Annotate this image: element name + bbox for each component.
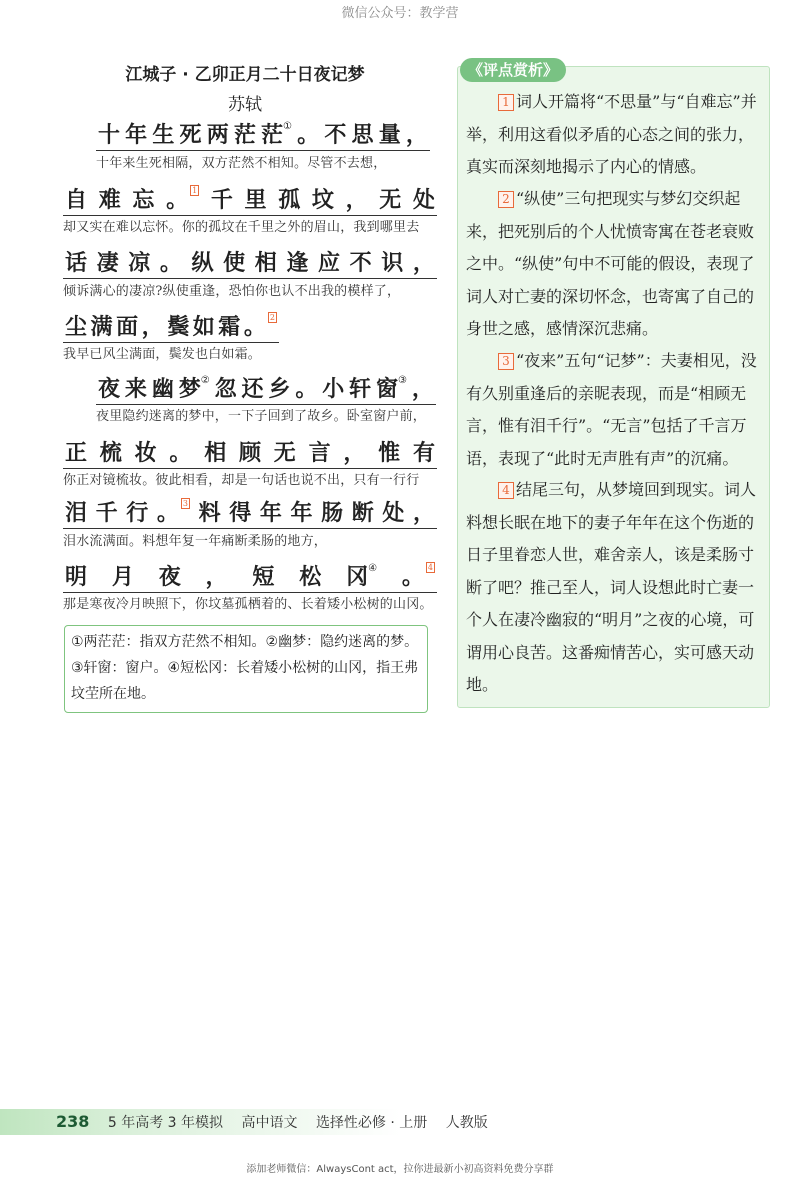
poem-char: 面 — [116, 314, 139, 340]
poem-char: 行 — [126, 500, 149, 526]
poem-char: 凉 — [128, 250, 151, 276]
page-number: 238 — [56, 1112, 90, 1131]
commentary-marker: 3 — [182, 499, 188, 508]
poem-char: 处 — [412, 187, 435, 213]
poem-char: 千 — [95, 500, 118, 526]
poem-line — [63, 498, 437, 529]
poem-char: 应 — [318, 250, 341, 276]
poem-char: 月 — [111, 564, 134, 590]
poem-char: 无 — [379, 187, 402, 213]
poem-char: ， — [141, 314, 164, 340]
poem-line — [63, 562, 437, 593]
commentary-paragraph-2: 2 “纵使”三句把现实与梦幻交织起来，把死别后的个人忧愤寄寓在苍老衰败之中。“纵使”句中不可能的假设，表现了词人对亡妻的深切怀念，也寄寓了自己的身世之感，感情深沉悲痛。 — [466, 189, 755, 338]
poem-char: 忘 — [132, 187, 155, 213]
poem-char: 满 — [90, 314, 113, 340]
poem-translation: 你正对镜梳妆。彼此相看，却是一句话也说不出，只有一行行 — [63, 473, 420, 488]
poem-char: 十 — [98, 122, 121, 148]
poem-char: 。 — [159, 250, 182, 276]
poem-char: ， — [343, 440, 366, 466]
poem-translation: 夜里隐约迷离的梦中，一下子回到了故乡。卧室窗户前， — [96, 409, 427, 424]
poem-char: 松 — [299, 564, 322, 590]
poem-char: 言 — [308, 440, 331, 466]
poem-translation: 泪水流满面。料想年复一年痛断柔肠的地方， — [63, 534, 328, 549]
poem-char: 不 — [349, 250, 372, 276]
poem-char: 肠 — [321, 500, 344, 526]
poem-char: 来 — [124, 376, 147, 402]
poem-char: 话 — [65, 250, 88, 276]
poem-char: 年 — [290, 500, 313, 526]
poem-char: 无 — [273, 440, 296, 466]
poem-char: 。 — [169, 440, 192, 466]
poem-char: 泪 — [65, 500, 88, 526]
poem-char: 料 — [198, 500, 221, 526]
note-line: ③轩窗：窗户。④短松冈：长着矮小松树的山冈，指王弗 — [71, 660, 419, 676]
footer — [56, 1112, 502, 1132]
poem-char: 幽 — [151, 376, 174, 402]
poem-char: 乡 — [268, 376, 291, 402]
poem-char: 相 — [204, 440, 227, 466]
footnote-marker: ③ — [398, 375, 408, 386]
book-volume: 选择性必修 · 上册 — [315, 1115, 428, 1131]
paragraph-number-badge: 3 — [498, 353, 514, 370]
poem-char: 千 — [210, 187, 233, 213]
header-watermark: 微信公众号：教学营 — [341, 6, 459, 21]
poem-char: 短 — [252, 564, 275, 590]
poem-line — [96, 374, 436, 405]
commentary-marker: 1 — [192, 186, 198, 195]
poem-translation: 那是寒夜冷月映照下，你坟墓孤栖着的、长着矮小松树的山冈。 — [63, 597, 433, 612]
poem-char: 顾 — [238, 440, 261, 466]
poem-char: 。 2 — [243, 313, 275, 340]
poem-char: 还 — [241, 376, 264, 402]
paragraph-number-badge: 4 — [498, 482, 514, 499]
poem-char: 梦② — [178, 375, 210, 402]
poem-char: 自 — [65, 187, 88, 213]
poem-char: 。 — [297, 122, 320, 148]
poem-author: 苏轼 — [228, 95, 262, 115]
poem-char: 死 — [179, 122, 202, 148]
note-line: 坟茔所在地。 — [71, 686, 155, 702]
poem-char: 尘 — [65, 314, 88, 340]
poem-char: 纵 — [191, 250, 214, 276]
poem-char: 。 1 — [166, 186, 198, 213]
commentary-paragraph-1: 1 词人开篇将“不思量”与“自难忘”并举，利用这看似矛盾的心态之间的张力，真实而深刻地揭示了内心的情感。 — [466, 92, 757, 176]
poem-char: 量 — [378, 122, 401, 148]
poem-char: 夜 — [158, 564, 181, 590]
poem-char: ， — [205, 564, 228, 590]
poem-translation: 却又实在难以忘怀。你的孤坟在千里之外的眉山，我到哪里去 — [63, 220, 420, 235]
commentary-marker: 2 — [269, 313, 275, 322]
poem-line — [63, 312, 279, 343]
poem-line — [63, 438, 437, 469]
poem-char: 里 — [244, 187, 267, 213]
book-series: 5 年高考 3 年模拟 — [107, 1115, 224, 1131]
paragraph-number-badge: 2 — [498, 191, 514, 208]
paragraph-number-badge: 1 — [498, 94, 514, 111]
poem-char: 轩 — [349, 376, 372, 402]
poem-char: 正 — [65, 440, 88, 466]
poem-char: 忽 — [214, 376, 237, 402]
poem-char: 年 — [125, 122, 148, 148]
book-edition: 人教版 — [445, 1115, 488, 1131]
poem-title: 江城子 · 乙卯正月二十日夜记梦 — [125, 65, 365, 85]
poem-line — [63, 185, 437, 216]
poem-char: 。 — [295, 376, 318, 402]
poem-char: 得 — [229, 500, 252, 526]
poem-char: 小 — [322, 376, 345, 402]
poem-char: 冈④ — [346, 563, 378, 590]
commentary-marker: 4 — [427, 563, 433, 572]
poem-char: 妆 — [134, 440, 157, 466]
poem-char: 梳 — [99, 440, 122, 466]
poem-char: 处 — [382, 500, 405, 526]
poem-translation: 倾诉满心的凄凉?纵使重逢，恐怕你也认不出我的模样了， — [63, 284, 401, 299]
footnote-marker: ④ — [368, 563, 378, 574]
poem-char: 。 4 — [401, 563, 433, 590]
poem-char: ， — [412, 250, 435, 276]
book-subject: 高中语文 — [241, 1115, 298, 1131]
poem-char: 夜 — [98, 376, 121, 402]
poem-char: ， — [411, 376, 434, 402]
commentary-header: 《评点赏析》 — [460, 58, 566, 82]
poem-char: 思 — [351, 122, 374, 148]
poem-char: 茫① — [261, 121, 293, 148]
poem-translation: 我早已风尘满面，鬓发也白如霜。 — [63, 347, 262, 362]
poem-char: 有 — [412, 440, 435, 466]
poem-translation: 十年来生死相隔，双方茫然不相知。尽管不去想， — [96, 156, 387, 171]
footnote-marker: ② — [200, 375, 210, 386]
annotation-notes-box — [64, 625, 428, 713]
poem-char: 识 — [381, 250, 404, 276]
poem-char: 年 — [259, 500, 282, 526]
commentary-paragraph-4: 4 结尾三句，从梦境回到现实。词人料想长眠在地下的妻子年年在这个伤逝的日子里眷恋人世，难舍亲人，该是柔肠寸断了吧？推己至人，词人设想此时亡妻一个人在凄冷幽寂的“明月”之夜的心境，可谓用心良苦。这番痴情苦心，实可感天动地。 — [466, 480, 757, 694]
poem-char: 使 — [223, 250, 246, 276]
poem-char: 孤 — [278, 187, 301, 213]
poem-char: 不 — [324, 122, 347, 148]
poem-char: 茫 — [233, 122, 256, 148]
poem-char: 两 — [206, 122, 229, 148]
poem-char: ， — [412, 500, 435, 526]
note-line: ①两茫茫：指双方茫然不相知。②幽梦：隐约迷离的梦。 — [71, 634, 419, 650]
poem-char: ， — [405, 122, 428, 148]
poem-char: 逢 — [286, 250, 309, 276]
footnote-marker: ① — [283, 121, 293, 132]
poem-char: 生 — [152, 122, 175, 148]
poem-char: 窗③ — [376, 375, 408, 402]
poem-char: 相 — [254, 250, 277, 276]
poem-line — [96, 120, 430, 151]
poem-char: 难 — [98, 187, 121, 213]
poem-line — [63, 248, 437, 279]
poem-char: 如 — [192, 314, 215, 340]
poem-char: 断 — [351, 500, 374, 526]
poem-char: 明 — [65, 564, 88, 590]
bottom-watermark: 添加老师微信：AlwaysCont act，拉你进最新小初高资料免费分享群 — [246, 1164, 554, 1175]
commentary-paragraph-3: 3 “夜来”五句“记梦”：夫妻相见，没有久别重逢后的亲昵表现，而是“相顾无言，惟有泪千行”。“无言”包括了千言万语，表现了“此时无声胜有声”的沉痛。 — [466, 351, 757, 468]
poem-char: ， — [345, 187, 368, 213]
poem-char: 。 3 — [156, 499, 188, 526]
poem-char: 霜 — [218, 314, 241, 340]
poem-char: 鬓 — [167, 314, 190, 340]
poem-char: 惟 — [378, 440, 401, 466]
poem-char: 坟 — [311, 187, 334, 213]
poem-char: 凄 — [96, 250, 119, 276]
